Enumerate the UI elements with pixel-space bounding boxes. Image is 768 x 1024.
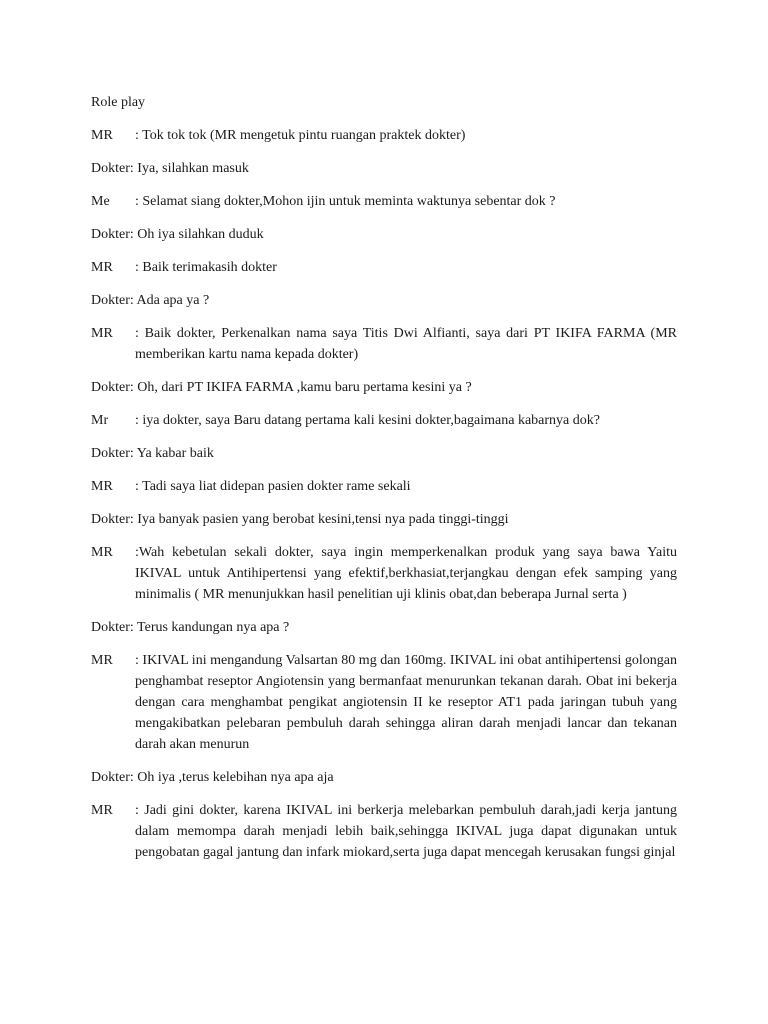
- dialogue-text: : Baik terimakasih dokter: [135, 260, 277, 275]
- speaker-label: Dokter: [91, 770, 130, 785]
- speaker-label: Dokter: [91, 293, 130, 308]
- speaker-label: Dokter: [91, 512, 130, 527]
- dialogue-line: [91, 650, 677, 755]
- dialogue-text: :Wah kebetulan sekali dokter, saya ingin memperkenalkan produk yang saya bawa Yaitu IKIVAL untuk Antihipertensi yang efektif,berkhasiat,terjangkau dengan efek samping yang minimalis ( MR menunjukkan hasil penelitian uji klinis obat,dan beberapa Jurnal serta ): [135, 545, 677, 602]
- dialogue-line: [91, 224, 677, 245]
- dialogue-text: : Tok tok tok (MR mengetuk pintu ruangan praktek dokter): [135, 128, 466, 143]
- dialogue-line: [91, 542, 677, 605]
- dialogue-line: [91, 125, 677, 146]
- speaker-label: MR: [91, 260, 113, 275]
- document-body: [91, 92, 677, 875]
- dialogue-text: : Baik dokter, Perkenalkan nama saya Titis Dwi Alfianti, saya dari PT IKIFA FARMA (MR memberikan kartu nama kepada dokter): [135, 326, 677, 362]
- dialogue-text: : Ada apa ya ?: [129, 293, 210, 308]
- dialogue-line: [91, 617, 677, 638]
- dialogue-line: [91, 377, 677, 398]
- speaker-label: MR: [91, 479, 113, 494]
- speaker-label: Mr: [91, 413, 109, 428]
- dialogue-text: : Oh iya silahkan duduk: [129, 227, 264, 242]
- speaker-label: Dokter: [91, 620, 130, 635]
- speaker-label: MR: [91, 803, 113, 818]
- speaker-label: Dokter: [91, 446, 130, 461]
- document-title: Role play: [91, 95, 146, 110]
- dialogue-text: : iya dokter, saya Baru datang pertama kali kesini dokter,bagaimana kabarnya dok?: [135, 413, 600, 428]
- speaker-label: Dokter: [91, 227, 130, 242]
- dialogue-line: [91, 800, 677, 863]
- speaker-label: Dokter: [91, 161, 130, 176]
- dialogue-line: [91, 191, 677, 212]
- dialogue-line: [91, 443, 677, 464]
- dialogue-text: : Jadi gini dokter, karena IKIVAL ini berkerja melebarkan pembuluh darah,jadi kerja jantung dalam memompa darah menjadi lebih baik,sehingga IKIVAL juga dapat digunakan untuk pengobatan gagal jantung dan infark miokard,serta juga dapat mencegah kerusakan fungsi ginjal: [135, 803, 677, 860]
- speaker-label: Me: [91, 194, 110, 209]
- dialogue-line: [91, 290, 677, 311]
- dialogue-text: : Iya banyak pasien yang berobat kesini,tensi nya pada tinggi-tinggi: [129, 512, 509, 527]
- speaker-label: MR: [91, 545, 113, 560]
- dialogue-line: [91, 509, 677, 530]
- dialogue-line: [91, 158, 677, 179]
- dialogue-line: [91, 410, 677, 431]
- dialogue-line: [91, 767, 677, 788]
- speaker-label: Dokter: [91, 380, 130, 395]
- speaker-label: MR: [91, 128, 113, 143]
- dialogue-text: : Iya, silahkan masuk: [129, 161, 249, 176]
- dialogue-line: [91, 257, 677, 278]
- dialogue-line: [91, 476, 677, 497]
- dialogue-line: [91, 323, 677, 365]
- dialogue-text: : IKIVAL ini mengandung Valsartan 80 mg dan 160mg. IKIVAL ini obat antihipertensi golongan penghambat reseptor Angiotensin yang bermanfaat menurunkan tekanan darah. Obat ini bekerja dengan cara menghambat pengikat angiotensin II ke reseptor AT1 pada jaringan tubuh yang mengakibatkan pelebaran pembuluh darah sehingga aliran darah menjadi lancar dan tekanan darah akan menurun: [135, 653, 677, 752]
- dialogue-text: : Terus kandungan nya apa ?: [129, 620, 290, 635]
- dialogue-text: : Oh, dari PT IKIFA FARMA ,kamu baru pertama kesini ya ?: [129, 380, 472, 395]
- dialogue-text: : Ya kabar baik: [129, 446, 214, 461]
- dialogue-text: : Oh iya ,terus kelebihan nya apa aja: [129, 770, 334, 785]
- speaker-label: MR: [91, 326, 113, 341]
- speaker-label: MR: [91, 653, 113, 668]
- dialogue-text: : Tadi saya liat didepan pasien dokter rame sekali: [135, 479, 411, 494]
- dialogue-text: : Selamat siang dokter,Mohon ijin untuk meminta waktunya sebentar dok ?: [135, 194, 556, 209]
